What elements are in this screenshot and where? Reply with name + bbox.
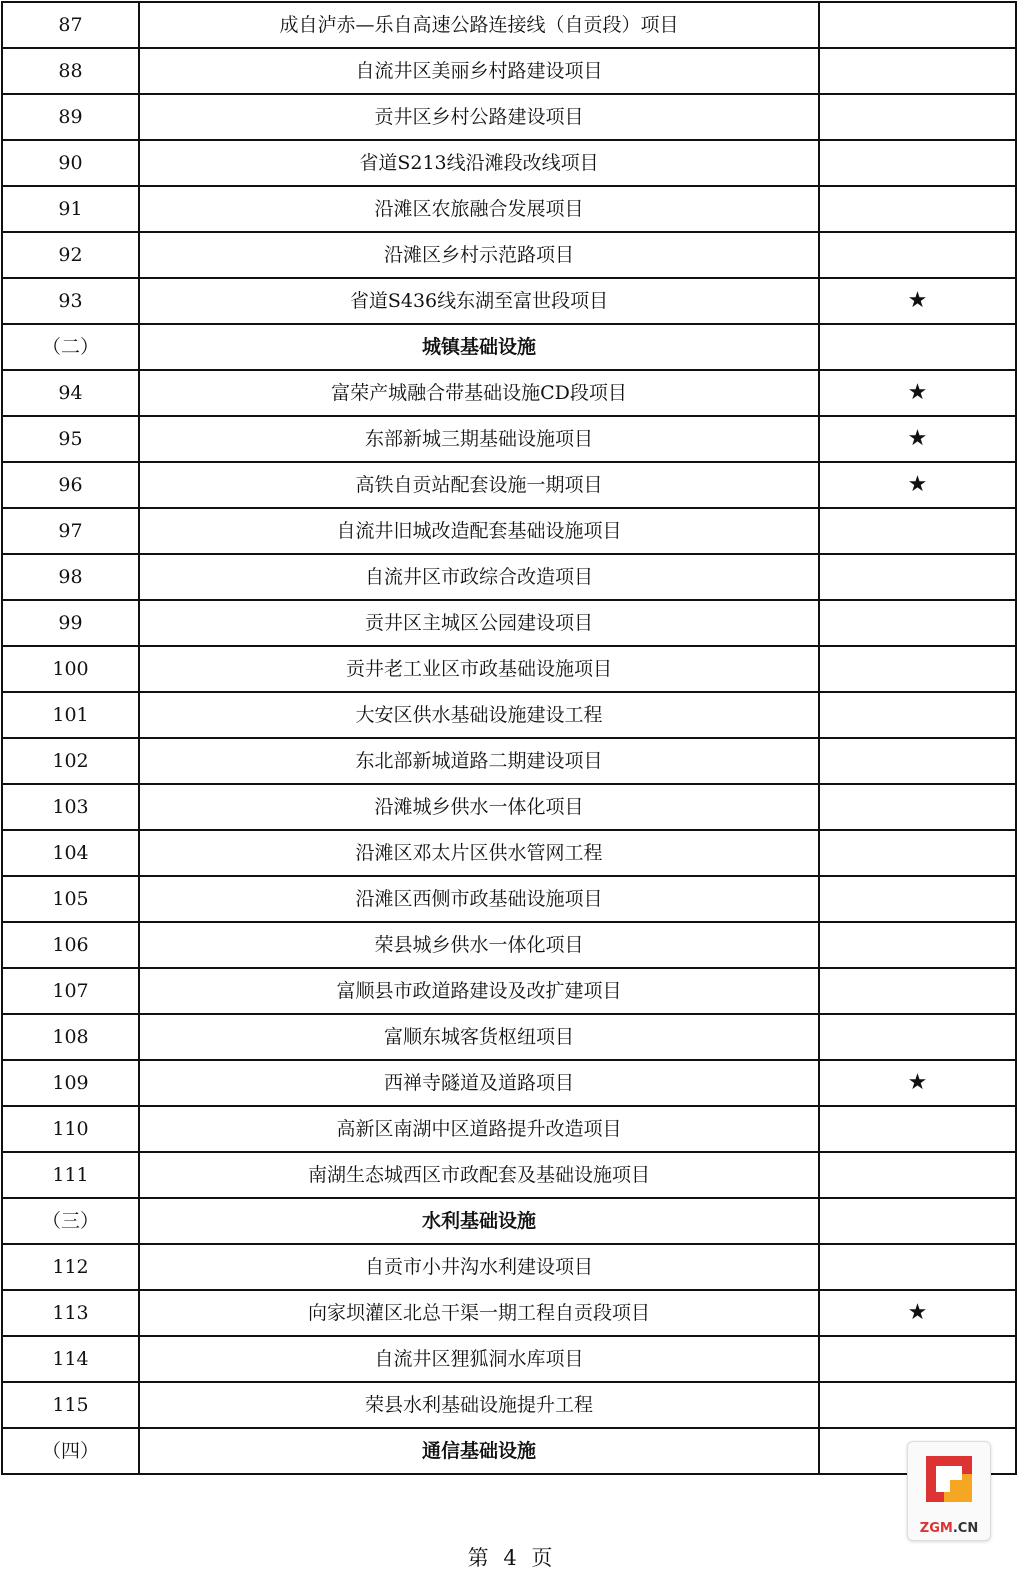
row-number: 103 — [2, 784, 139, 830]
table-row — [2, 784, 1016, 830]
table-row — [2, 692, 1016, 738]
project-name: 贡井区主城区公园建设项目 — [139, 600, 819, 646]
project-name: 自流井旧城改造配套基础设施项目 — [139, 508, 819, 554]
logo-icon — [922, 1452, 976, 1512]
project-name: 自贡市小井沟水利建设项目 — [139, 1244, 819, 1290]
table-section-row — [2, 324, 1016, 370]
table-row — [2, 186, 1016, 232]
row-number: 97 — [2, 508, 139, 554]
row-number: 110 — [2, 1106, 139, 1152]
table-row — [2, 922, 1016, 968]
mark-cell — [819, 876, 1016, 922]
table-row — [2, 1244, 1016, 1290]
project-name: 东部新城三期基础设施项目 — [139, 416, 819, 462]
mark-cell — [819, 692, 1016, 738]
star-icon: ★ — [819, 278, 1016, 324]
table-row — [2, 2, 1016, 48]
mark-cell — [819, 738, 1016, 784]
table-row — [2, 646, 1016, 692]
logo-text-suffix: .CN — [952, 1521, 979, 1536]
row-number: 93 — [2, 278, 139, 324]
mark-cell — [819, 232, 1016, 278]
star-icon: ★ — [819, 1060, 1016, 1106]
table-row — [2, 232, 1016, 278]
table-row — [2, 508, 1016, 554]
project-name: 高铁自贡站配套设施一期项目 — [139, 462, 819, 508]
section-number: （二） — [2, 324, 139, 370]
row-number: 95 — [2, 416, 139, 462]
site-watermark-logo — [907, 1441, 991, 1541]
row-number: 107 — [2, 968, 139, 1014]
project-name: 自流井区市政综合改造项目 — [139, 554, 819, 600]
table-row — [2, 600, 1016, 646]
table-row — [2, 1152, 1016, 1198]
mark-cell — [819, 968, 1016, 1014]
row-number: 104 — [2, 830, 139, 876]
mark-cell — [819, 1014, 1016, 1060]
project-name: 向家坝灌区北总干渠一期工程自贡段项目 — [139, 1290, 819, 1336]
mark-cell — [819, 1244, 1016, 1290]
mark-cell — [819, 784, 1016, 830]
project-name: 富顺东城客货枢纽项目 — [139, 1014, 819, 1060]
table-row — [2, 278, 1016, 324]
logo-text — [908, 1521, 990, 1536]
table-row — [2, 830, 1016, 876]
logo-text-main: ZGM — [919, 1521, 953, 1536]
project-name: 自流井区美丽乡村路建设项目 — [139, 48, 819, 94]
table-row — [2, 370, 1016, 416]
row-number: 89 — [2, 94, 139, 140]
mark-cell — [819, 830, 1016, 876]
row-number: 94 — [2, 370, 139, 416]
page-number: 第 4 页 — [467, 1546, 557, 1570]
mark-cell — [819, 1336, 1016, 1382]
row-number: 114 — [2, 1336, 139, 1382]
project-name: 荣县水利基础设施提升工程 — [139, 1382, 819, 1428]
project-name: 沿滩区邓太片区供水管网工程 — [139, 830, 819, 876]
mark-cell — [819, 508, 1016, 554]
mark-cell — [819, 324, 1016, 370]
row-number: 99 — [2, 600, 139, 646]
table-row — [2, 1336, 1016, 1382]
table-row — [2, 1106, 1016, 1152]
table-row — [2, 416, 1016, 462]
row-number: 87 — [2, 2, 139, 48]
row-number: 91 — [2, 186, 139, 232]
mark-cell — [819, 1152, 1016, 1198]
row-number: 111 — [2, 1152, 139, 1198]
row-number: 90 — [2, 140, 139, 186]
table-row — [2, 554, 1016, 600]
project-name: 省道S213线沿滩段改线项目 — [139, 140, 819, 186]
mark-cell — [819, 600, 1016, 646]
project-name: 贡井区乡村公路建设项目 — [139, 94, 819, 140]
mark-cell — [819, 94, 1016, 140]
table-row — [2, 462, 1016, 508]
star-icon: ★ — [819, 462, 1016, 508]
mark-cell — [819, 2, 1016, 48]
star-icon: ★ — [819, 370, 1016, 416]
table-row — [2, 876, 1016, 922]
section-number: （三） — [2, 1198, 139, 1244]
project-name: 富荣产城融合带基础设施CD段项目 — [139, 370, 819, 416]
project-name: 高新区南湖中区道路提升改造项目 — [139, 1106, 819, 1152]
table-row — [2, 94, 1016, 140]
star-icon: ★ — [819, 416, 1016, 462]
table-row — [2, 1014, 1016, 1060]
section-title: 水利基础设施 — [139, 1198, 819, 1244]
section-title: 通信基础设施 — [139, 1428, 819, 1474]
project-name: 荣县城乡供水一体化项目 — [139, 922, 819, 968]
mark-cell — [819, 922, 1016, 968]
row-number: 88 — [2, 48, 139, 94]
section-number: （四） — [2, 1428, 139, 1474]
table-section-row — [2, 1198, 1016, 1244]
project-name: 贡井老工业区市政基础设施项目 — [139, 646, 819, 692]
row-number: 100 — [2, 646, 139, 692]
table-row — [2, 1382, 1016, 1428]
mark-cell — [819, 186, 1016, 232]
project-table-body — [2, 2, 1016, 1474]
mark-cell — [819, 1198, 1016, 1244]
table-row — [2, 140, 1016, 186]
row-number: 96 — [2, 462, 139, 508]
mark-cell — [819, 140, 1016, 186]
star-icon: ★ — [819, 1290, 1016, 1336]
table-row — [2, 1060, 1016, 1106]
mark-cell — [819, 1382, 1016, 1428]
project-table — [1, 1, 1017, 1475]
mark-cell — [819, 48, 1016, 94]
table-row — [2, 1290, 1016, 1336]
row-number: 109 — [2, 1060, 139, 1106]
table-row — [2, 48, 1016, 94]
row-number: 105 — [2, 876, 139, 922]
row-number: 101 — [2, 692, 139, 738]
project-table-container — [1, 1, 1015, 1475]
row-number: 92 — [2, 232, 139, 278]
section-title: 城镇基础设施 — [139, 324, 819, 370]
row-number: 98 — [2, 554, 139, 600]
project-name: 东北部新城道路二期建设项目 — [139, 738, 819, 784]
project-name: 沿滩区西侧市政基础设施项目 — [139, 876, 819, 922]
project-name: 西禅寺隧道及道路项目 — [139, 1060, 819, 1106]
table-section-row — [2, 1428, 1016, 1474]
row-number: 113 — [2, 1290, 139, 1336]
project-name: 富顺县市政道路建设及改扩建项目 — [139, 968, 819, 1014]
mark-cell — [819, 1106, 1016, 1152]
project-name: 沿滩区乡村示范路项目 — [139, 232, 819, 278]
project-name: 南湖生态城西区市政配套及基础设施项目 — [139, 1152, 819, 1198]
project-name: 自流井区狸狐洞水库项目 — [139, 1336, 819, 1382]
table-row — [2, 738, 1016, 784]
project-name: 大安区供水基础设施建设工程 — [139, 692, 819, 738]
project-name: 成自泸赤—乐自高速公路连接线（自贡段）项目 — [139, 2, 819, 48]
row-number: 106 — [2, 922, 139, 968]
mark-cell — [819, 554, 1016, 600]
row-number: 115 — [2, 1382, 139, 1428]
mark-cell — [819, 646, 1016, 692]
row-number: 112 — [2, 1244, 139, 1290]
project-name: 沿滩城乡供水一体化项目 — [139, 784, 819, 830]
row-number: 102 — [2, 738, 139, 784]
row-number: 108 — [2, 1014, 139, 1060]
project-name: 沿滩区农旅融合发展项目 — [139, 186, 819, 232]
project-name: 省道S436线东湖至富世段项目 — [139, 278, 819, 324]
table-row — [2, 968, 1016, 1014]
